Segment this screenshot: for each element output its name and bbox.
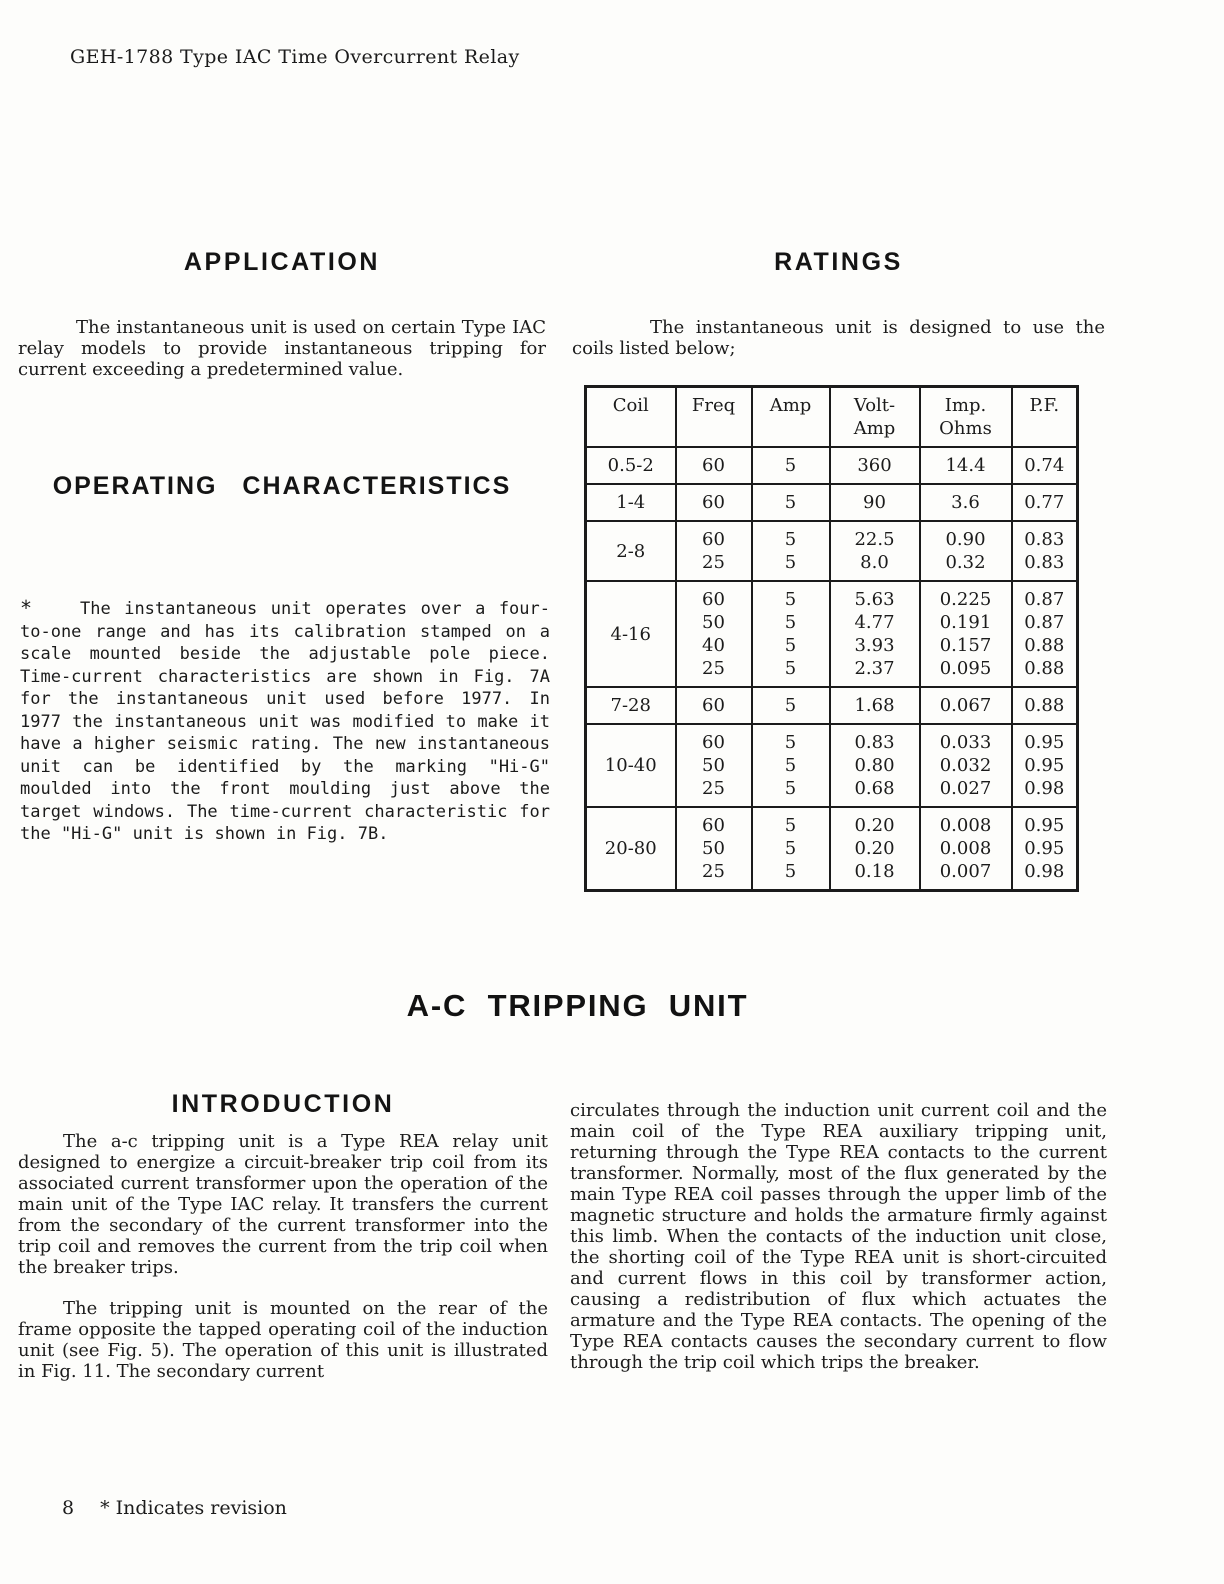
introduction-section [18,1090,548,1382]
table-cell: 0.88 [1012,687,1078,724]
introduction-right-column [570,1100,1107,1373]
table-cell: 0.5-2 [586,447,676,484]
operating-characteristics-paragraph [20,598,550,846]
table-row [586,581,1078,687]
table-row [586,807,1078,891]
table-cell: 360 [830,447,920,484]
table-cell: 60 [676,447,752,484]
table-cell: 5 [752,687,830,724]
table-cell: 10-40 [586,724,676,807]
table-cell: 5 5 5 [752,724,830,807]
table-cell: 22.5 8.0 [830,521,920,581]
table-row [586,447,1078,484]
table-cell: 60 50 40 25 [676,581,752,687]
application-section [18,248,546,380]
table-cell: 5 5 5 [752,807,830,891]
table-cell: 4-16 [586,581,676,687]
table-cell: 1-4 [586,484,676,521]
table-cell: 5 [752,484,830,521]
introduction-continuation-paragraph: circulates through the induction unit current coil and the main coil of the Type REA auxiliary tripping unit, returning through the Type REA contacts to the current transformer. Normally, most of the flux generated by the main Type REA coil passes through the upper limb of the magnetic structure and holds the armature firmly against this limb. When the contacts of the induction unit close, the shorting coil of the Type REA unit is short-circuited and current flows in this coil by transformer action, causing a redistribution of flux which actuates the armature and the Type REA contacts. The opening of the Type REA contacts causes the secondary current to flow through the trip coil which trips the breaker. [570,1100,1107,1373]
table-cell: 0.83 0.80 0.68 [830,724,920,807]
ratings-title: RATINGS [774,248,903,276]
table-cell: 0.74 [1012,447,1078,484]
ac-tripping-unit-title: A-C TRIPPING UNIT [406,988,749,1023]
table-cell: 60 50 25 [676,807,752,891]
table-row [586,687,1078,724]
application-title: APPLICATION [183,248,381,276]
table-cell: 0.067 [920,687,1012,724]
table-cell: 0.20 0.20 0.18 [830,807,920,891]
table-cell: 0.90 0.32 [920,521,1012,581]
page-number: 8 [62,1497,75,1519]
page-footer [62,1497,287,1519]
introduction-paragraph-1: The a-c tripping unit is a Type REA relay unit designed to energize a circuit-breaker trip coil from its associated current transformer upon the operation of the main unit of the Type IAC relay. It transfers the current from the secondary of the current transformer into the trip coil and removes the current from the trip coil when the breaker trips. [18,1131,548,1278]
operating-characteristics-text: The instantaneous unit operates over a four-to-one range and has its calibration stamped on a scale mounted beside the adjustable pole piece. Time-current characteristics are shown in Fig. 7A for the instantaneous unit used before 1977. In 1977 the instantaneous unit was modified to make it have a higher seismic rating. The new instantaneous unit can be identified by the marking "Hi-G" moulded into the front moulding just above the target windows. The time-current characteristic for the "Hi-G" unit is shown in Fig. 7B. [20,599,550,844]
column-header: Freq [676,387,752,448]
table-cell: 20-80 [586,807,676,891]
table-cell: 90 [830,484,920,521]
ratings-table [584,385,1079,892]
table-cell: 5.63 4.77 3.93 2.37 [830,581,920,687]
table-cell: 0.008 0.008 0.007 [920,807,1012,891]
table-cell: 5 5 5 5 [752,581,830,687]
table-cell: 2-8 [586,521,676,581]
page-header: GEH-1788 Type IAC Time Overcurrent Relay [70,46,520,68]
column-header: Amp [752,387,830,448]
revision-note: * Indicates revision [100,1497,287,1519]
introduction-title: INTRODUCTION [171,1090,395,1118]
table-cell: 3.6 [920,484,1012,521]
table-cell: 0.95 0.95 0.98 [1012,807,1078,891]
ratings-paragraph: The instantaneous unit is designed to use the coils listed below; [572,317,1105,359]
revision-star-marker: * [20,596,33,620]
table-cell: 0.87 0.87 0.88 0.88 [1012,581,1078,687]
column-header: Coil [586,387,676,448]
table-cell: 60 25 [676,521,752,581]
table-cell: 60 [676,687,752,724]
table-cell: 60 50 25 [676,724,752,807]
table-row [586,521,1078,581]
table-cell: 0.95 0.95 0.98 [1012,724,1078,807]
ratings-table-header-row [586,387,1078,448]
table-cell: 5 5 [752,521,830,581]
operating-characteristics-title: OPERATING CHARACTERISTICS [52,472,512,500]
table-cell: 0.225 0.191 0.157 0.095 [920,581,1012,687]
ratings-table-body [586,447,1078,891]
table-cell: 5 [752,447,830,484]
table-row [586,724,1078,807]
application-paragraph: The instantaneous unit is used on certain Type IAC relay models to provide instantaneous tripping for current exceeding a predetermined value. [18,317,546,380]
ratings-section [572,248,1105,892]
table-cell: 0.033 0.032 0.027 [920,724,1012,807]
table-cell: 0.77 [1012,484,1078,521]
table-cell: 60 [676,484,752,521]
column-header: Volt- Amp [830,387,920,448]
table-cell: 7-28 [586,687,676,724]
column-header: P.F. [1012,387,1078,448]
table-cell: 14.4 [920,447,1012,484]
table-cell: 0.83 0.83 [1012,521,1078,581]
table-cell: 1.68 [830,687,920,724]
introduction-paragraph-2: The tripping unit is mounted on the rear of the frame opposite the tapped operating coil of the induction unit (see Fig. 5). The operation of this unit is illustrated in Fig. 11. The secondary current [18,1298,548,1382]
column-header: Imp. Ohms [920,387,1012,448]
table-row [586,484,1078,521]
